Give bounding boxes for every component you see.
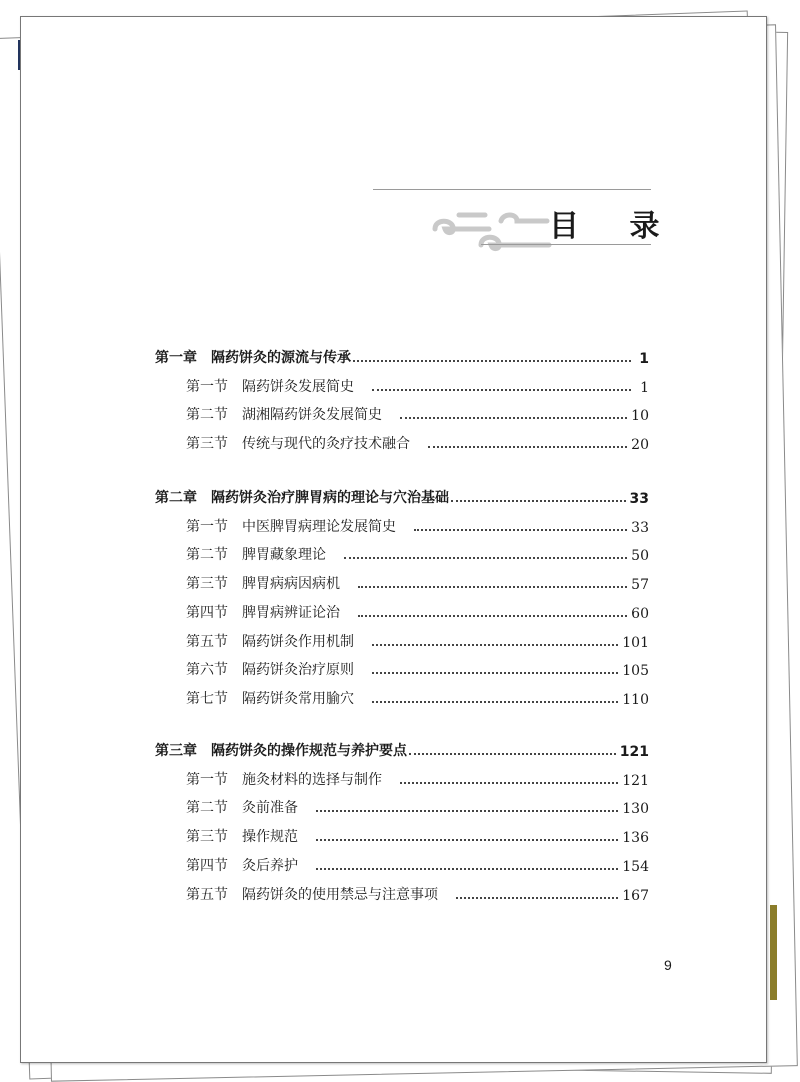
toc-section-row[interactable] bbox=[186, 571, 649, 593]
section-page: 1 bbox=[640, 379, 649, 396]
toc-page bbox=[20, 16, 767, 1063]
section-page: 136 bbox=[622, 830, 649, 847]
section-number: 第三节 bbox=[186, 436, 228, 453]
chapter-title: 隔药饼灸的源流与传承 bbox=[211, 350, 351, 366]
toc-section-row[interactable] bbox=[186, 431, 649, 453]
section-page: 154 bbox=[622, 858, 649, 875]
header-rule-bottom bbox=[481, 244, 651, 245]
header-rule-top bbox=[373, 189, 651, 190]
section-page: 57 bbox=[631, 577, 649, 594]
chapter-page: 1 bbox=[639, 351, 649, 367]
toc-chapter-row[interactable] bbox=[155, 738, 649, 760]
section-title: 湖湘隔药饼灸发展简史 bbox=[242, 407, 382, 424]
chapter-title: 隔药饼灸的操作规范与养护要点 bbox=[211, 743, 407, 759]
leader-dots bbox=[372, 672, 618, 674]
page-title: 目 录 bbox=[549, 209, 680, 244]
leader-dots bbox=[358, 615, 627, 617]
leader-dots bbox=[344, 557, 627, 559]
section-number: 第五节 bbox=[186, 633, 228, 650]
section-number: 第四节 bbox=[186, 604, 228, 621]
toc-chapter-row[interactable] bbox=[155, 485, 649, 507]
toc-section-row[interactable] bbox=[186, 600, 649, 622]
section-number: 第二节 bbox=[186, 407, 228, 424]
toc-section-row[interactable] bbox=[186, 882, 649, 904]
leader-dots bbox=[353, 360, 631, 362]
cover-edge-olive bbox=[770, 905, 777, 1000]
page-number: 9 bbox=[664, 957, 672, 973]
section-title: 脾胃藏象理论 bbox=[242, 547, 326, 564]
toc-section-row[interactable] bbox=[186, 629, 649, 651]
leader-dots bbox=[414, 529, 627, 531]
section-number: 第六节 bbox=[186, 662, 228, 679]
section-title: 隔药饼灸发展简史 bbox=[242, 378, 354, 395]
section-page: 130 bbox=[622, 801, 649, 818]
section-number: 第二节 bbox=[186, 800, 228, 817]
section-number: 第五节 bbox=[186, 886, 228, 903]
section-title: 灸前准备 bbox=[242, 800, 298, 817]
leader-dots bbox=[400, 417, 627, 419]
chapter-number: 第三章 bbox=[155, 743, 197, 759]
section-page: 110 bbox=[622, 691, 649, 708]
section-number: 第二节 bbox=[186, 547, 228, 564]
section-title: 隔药饼灸的使用禁忌与注意事项 bbox=[242, 886, 438, 903]
leader-dots bbox=[372, 389, 631, 391]
section-page: 10 bbox=[631, 408, 649, 425]
chapter-number: 第一章 bbox=[155, 350, 197, 366]
toc-section-row[interactable] bbox=[186, 795, 649, 817]
cloud-ornament-icon bbox=[429, 193, 559, 263]
leader-dots bbox=[428, 446, 627, 448]
section-title: 隔药饼灸常用腧穴 bbox=[242, 690, 354, 707]
leader-dots bbox=[400, 782, 618, 784]
leader-dots bbox=[316, 839, 618, 841]
toc-section-row[interactable] bbox=[186, 824, 649, 846]
chapter-page: 33 bbox=[629, 491, 649, 507]
section-title: 施灸材料的选择与制作 bbox=[242, 771, 382, 788]
section-title: 隔药饼灸治疗原则 bbox=[242, 662, 354, 679]
leader-dots bbox=[456, 897, 618, 899]
toc-section-row[interactable] bbox=[186, 767, 649, 789]
section-number: 第三节 bbox=[186, 576, 228, 593]
section-title: 传统与现代的灸疗技术融合 bbox=[242, 436, 410, 453]
toc-section-row[interactable] bbox=[186, 657, 649, 679]
section-title: 脾胃病辨证论治 bbox=[242, 604, 340, 621]
toc-section-row[interactable] bbox=[186, 542, 649, 564]
toc-section-row[interactable] bbox=[186, 853, 649, 875]
leader-dots bbox=[358, 586, 627, 588]
section-title: 脾胃病病因病机 bbox=[242, 576, 340, 593]
section-number: 第三节 bbox=[186, 829, 228, 846]
section-page: 60 bbox=[631, 605, 649, 622]
leader-dots bbox=[372, 701, 618, 703]
section-number: 第一节 bbox=[186, 378, 228, 395]
section-page: 33 bbox=[631, 519, 649, 536]
section-page: 50 bbox=[631, 548, 649, 565]
leader-dots bbox=[316, 868, 618, 870]
section-page: 101 bbox=[622, 634, 649, 651]
chapter-page: 121 bbox=[619, 744, 649, 760]
section-page: 105 bbox=[622, 663, 649, 680]
section-title: 灸后养护 bbox=[242, 857, 298, 874]
section-number: 第一节 bbox=[186, 518, 228, 535]
leader-dots bbox=[451, 500, 626, 502]
section-number: 第七节 bbox=[186, 690, 228, 707]
section-page: 121 bbox=[622, 772, 649, 789]
toc-section-row[interactable] bbox=[186, 402, 649, 424]
leader-dots bbox=[316, 810, 618, 812]
leader-dots bbox=[409, 753, 616, 755]
toc-chapter-row[interactable] bbox=[155, 345, 649, 367]
section-page: 20 bbox=[631, 437, 649, 454]
section-number: 第四节 bbox=[186, 857, 228, 874]
toc-section-row[interactable] bbox=[186, 686, 649, 708]
toc-section-row[interactable] bbox=[186, 374, 649, 396]
toc-section-row[interactable] bbox=[186, 514, 649, 536]
chapter-title: 隔药饼灸治疗脾胃病的理论与穴治基础 bbox=[211, 490, 449, 506]
section-number: 第一节 bbox=[186, 771, 228, 788]
section-page: 167 bbox=[622, 887, 649, 904]
section-title: 操作规范 bbox=[242, 829, 298, 846]
section-title: 隔药饼灸作用机制 bbox=[242, 633, 354, 650]
chapter-number: 第二章 bbox=[155, 490, 197, 506]
section-title: 中医脾胃病理论发展简史 bbox=[242, 518, 396, 535]
leader-dots bbox=[372, 644, 618, 646]
